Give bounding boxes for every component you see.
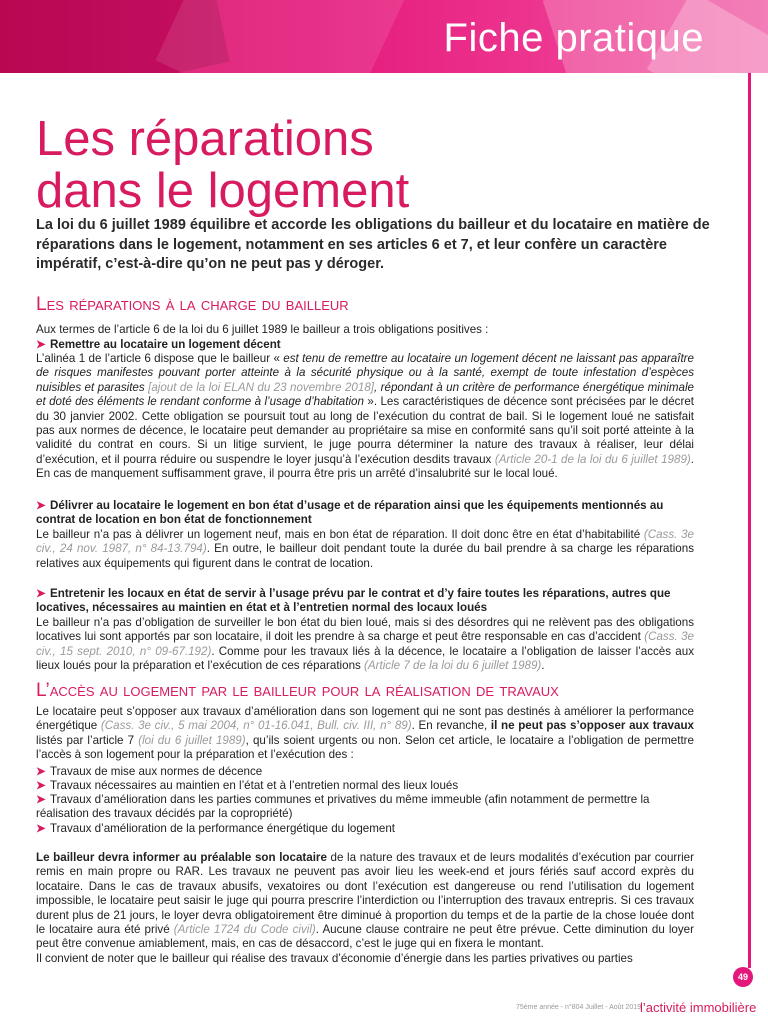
arrow-bullet-icon: ➤ — [36, 338, 46, 351]
lead-paragraph: La loi du 6 juillet 1989 équilibre et accorde les obligations du bailleur et du locataire en matière de réparations dans le logement, notamment en ses articles 6 et 7, et leur confère un caractère impératif, c’est-à-dire qu’on ne peut pas y déroger. — [36, 217, 710, 272]
arrow-bullet-icon: ➤ — [36, 793, 46, 806]
text-run: L’alinéa 1 de l’article 6 dispose que le bailleur « — [36, 352, 284, 365]
legal-reference: [ajout de la loi ELAN du 23 novembre 2018] — [144, 380, 374, 394]
text-run: . En outre, le bailleur doit pendant toute la durée du bail prendre à sa charge les réparations relatives aux équipements qui figurent dans le contrat de location. — [36, 542, 694, 570]
banner-decoration — [156, 0, 405, 73]
legal-reference: (Cass. 3e civ., 24 nov. 1987, n° 84-13.794) — [36, 528, 694, 556]
paragraph-energie: Il convient de noter que le bailleur qui réalise des travaux d’économie d’énergie dans les parties privatives ou parties — [36, 952, 633, 965]
side-stripe — [748, 73, 751, 968]
list-item — [36, 765, 694, 779]
bullet-label: Remettre au locataire un logement décent — [50, 338, 281, 351]
text-run: Le locataire peut s’opposer aux travaux d’amélioration dans son logement qui ne sont pas destinés à améliorer la performance énergétique — [36, 705, 694, 733]
issue-info: 75ème année - n°804 Juillet - Août 2019 — [516, 1004, 641, 1011]
arrow-bullet-icon: ➤ — [36, 779, 46, 792]
text-run: ». Les caractéristiques de décence sont précisées par le décret du 30 janvier 2002. Cette obligation se poursuit tout au long de l’exécution du contrat de bail. Si le logement loué ne satisfait pas aux normes de décence, le locataire peut demander au propriétaire sa mise en conformité sans qu’il soit porté atteinte à la validité du contrat en cours. Si un litige survient, le juge pourra déterminer la nature des travaux à réaliser, leur délai d’exécution, et il pourra réduire ou suspendre le loyer jusqu’à l’exécution desdits travaux — [36, 395, 694, 466]
section-heading-bailleur: Les réparations à la charge du bailleur — [36, 294, 349, 315]
list-item-text: Travaux de mise aux normes de décence — [50, 765, 263, 778]
page-title-line1: Les réparations — [36, 112, 374, 166]
list-item — [36, 779, 694, 793]
page-number: 49 — [733, 967, 753, 987]
list-item-text: Travaux d’amélioration de la performance énergétique du logement — [50, 822, 396, 835]
legal-reference: (Cass. 3e civ., 5 mai 2004, n° 01-16.041, Bull. civ. III, n° 89) — [100, 719, 412, 733]
bullet-entretien — [36, 587, 694, 616]
paragraph-bon-etat — [36, 528, 694, 571]
text-run: , qu’ils soient urgents ou non. Selon cet article, le locataire a l’obligation de permettre l’accès à son logement pour la préparation et l’exécution des : — [36, 733, 694, 762]
legal-reference: (Article 20-1 de la loi du 6 juillet 1989) — [494, 452, 691, 466]
legal-reference: (Cass. 3e civ., 15 sept. 2010, n° 09-67.192) — [36, 630, 694, 658]
bullet-bon-etat — [36, 499, 694, 528]
text-run: Le bailleur n’a pas d’obligation de surveiller le bon état du bien loué, mais si des désordres qui ne relèvent pas des obligations locatives lui sont apportés par son locataire, il doit les prendre à sa charge et peut être responsable en cas d’accident — [36, 616, 694, 644]
text-run: . En revanche, — [411, 719, 491, 733]
quote-run: est tenu de remettre au locataire un logement décent ne laissant pas apparaître de risques manifestes pouvant porter atteinte à la sécurité physique ou à la santé, exempt de toute infestation d’espèces nuisibles et parasites — [36, 352, 694, 394]
arrow-bullet-icon: ➤ — [36, 499, 46, 512]
legal-reference: (Article 7 de la loi du 6 juillet 1989) — [364, 659, 542, 673]
list-item-text: Travaux d’amélioration dans les parties communes et privatives du même immeuble (afin notamment de permettre la réalisation des travaux décidés par la copropriété) — [36, 793, 650, 821]
quote-run: , répondant à un critère de performance énergétique minimale et doté des éléments le rendant conforme à l’usage d’habitation — [36, 380, 694, 409]
paragraph-acces — [36, 705, 694, 763]
section1-intro: Aux termes de l’article 6 de la loi du 6 juillet 1989 le bailleur a trois obligations positives : — [36, 323, 489, 336]
text-run: . Aucune clause contraire ne peut être prévue. Cette diminution du loyer peut être convenue amiablement, mais, en cas de désaccord, c’est le juge qui en fixera le montant. — [36, 923, 694, 951]
arrow-bullet-icon: ➤ — [36, 587, 46, 600]
arrow-bullet-icon: ➤ — [36, 822, 46, 835]
arrow-bullet-icon: ➤ — [36, 765, 46, 778]
header-banner — [0, 0, 768, 73]
bullet-label: Entretenir les locaux en état de servir à l’usage prévu par le contrat et d’y faire toutes les réparations, autres que locatives, nécessaires au maintien en état et à l’entretien normal des locaux loués — [36, 587, 671, 615]
bold-run: il ne peut pas s’opposer aux travaux — [490, 719, 694, 733]
text-run: . En cas de manquement suffisamment grave, il pourra être pris un arrêté d’insalubrité sur le local loué. — [36, 452, 695, 481]
text-run: de la nature des travaux et de leurs modalités d’exécution par courrier remis en main propre ou RAR. Les travaux ne peuvent pas avoir lieu les week-end et jours fériés sauf accord exprès du locataire. Dans le cas de travaux abusifs, vexatoires ou dont l’exécution est dangereuse ou rend l’utilisation du logement impossible, le locataire peut saisir le juge qui pourra prescrire l’interdiction ou l’interruption des travaux entrepris. Si ces travaux durent plus de 21 jours, le loyer devra obligatoirement être diminué à proportion du temps et de la partie de la chose louée dont le locataire aura été privé — [36, 851, 694, 937]
legal-reference: (Article 1724 du Code civil) — [173, 923, 316, 937]
paragraph-information — [36, 851, 694, 952]
header-title: Fiche pratique — [443, 16, 704, 60]
magazine-brand: l’activité immobilière — [640, 1000, 757, 1015]
list-item — [36, 793, 694, 822]
text-run: listés par l’article 7 — [36, 733, 139, 747]
text-run: Le bailleur n’a pas à délivrer un logement neuf, mais en bon état de réparation. Il doit donc être en état d’habitabilité — [36, 528, 644, 541]
legal-reference: (loi du 6 juillet 1989) — [138, 733, 246, 747]
text-run: . Comme pour les travaux liés à la décence, le locataire a l’obligation de laisser l’accès aux lieux loués pour la préparation et l’exécution de ces réparations — [36, 644, 695, 673]
page-title — [36, 113, 736, 217]
list-item — [36, 822, 694, 836]
section-heading-acces: L’accès au logement par le bailleur pour la réalisation de travaux — [36, 680, 559, 701]
text-run: . — [541, 659, 545, 673]
bold-run: Le bailleur devra informer au préalable son locataire — [36, 851, 327, 864]
bullet-label: Délivrer au locataire le logement en bon état d’usage et de réparation ainsi que les équipements mentionnés au contrat de location en bon état de fonctionnement — [36, 499, 664, 527]
paragraph-entretien — [36, 616, 694, 674]
bullet-logement-decent — [36, 338, 694, 352]
paragraph-decence — [36, 352, 694, 482]
list-item-text: Travaux nécessaires au maintien en l’état et à l’entretien normal des lieux loués — [50, 779, 459, 792]
page-title-line2: dans le logement — [36, 164, 410, 218]
